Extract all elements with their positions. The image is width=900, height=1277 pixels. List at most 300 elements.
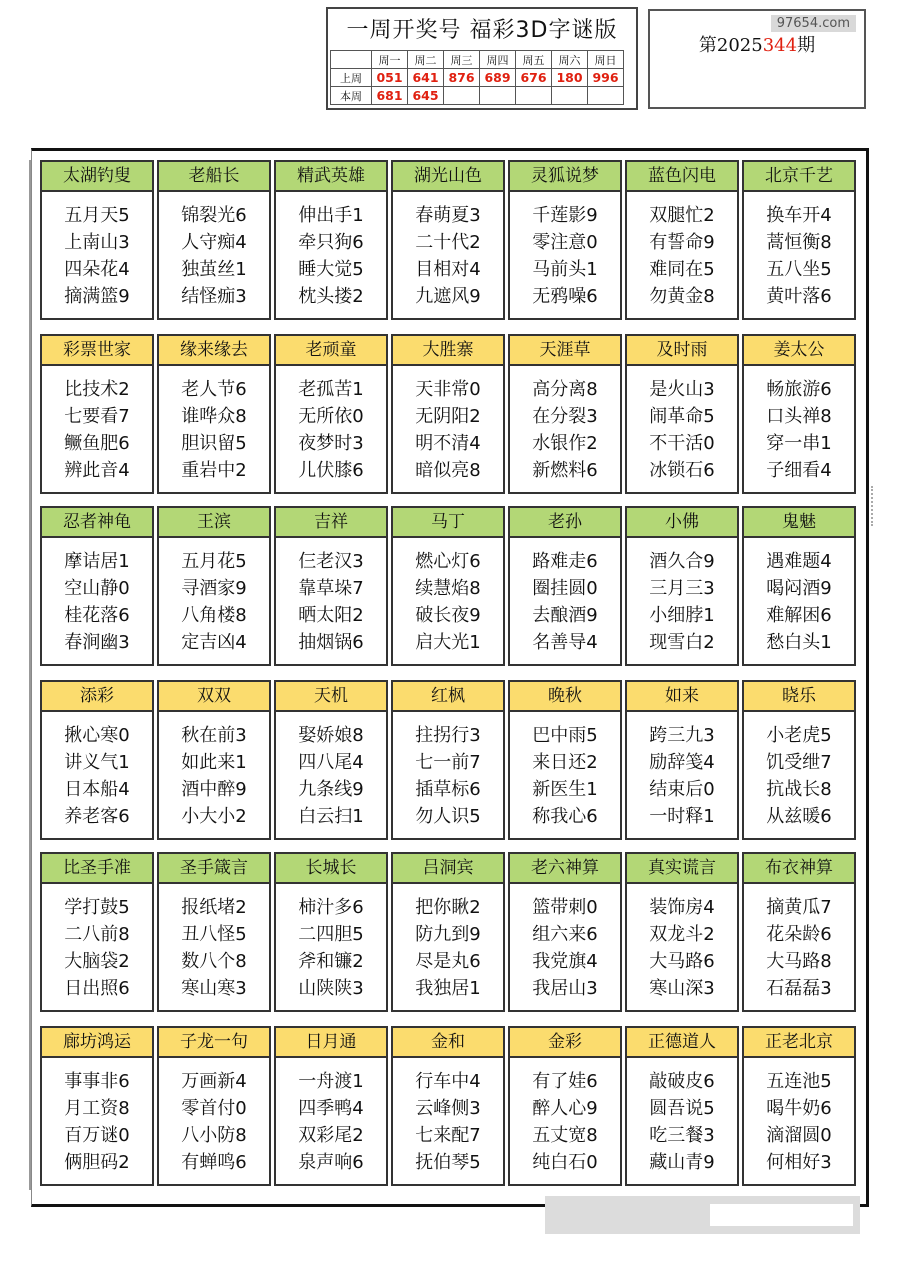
card-author-name: 北京千艺 — [744, 162, 854, 192]
riddle-line: 有蝉鸣6 — [181, 1152, 247, 1173]
card-author-name: 湖光山色 — [393, 162, 503, 192]
riddle-line: 百万谜0 — [64, 1125, 130, 1146]
riddle-line: 路难走6 — [532, 551, 598, 572]
riddle-line: 五月花5 — [181, 551, 247, 572]
card-body — [276, 1058, 386, 1176]
riddle-line: 组六来6 — [532, 924, 598, 945]
riddle-line: 我独居1 — [415, 978, 481, 999]
riddle-line: 尽是丸6 — [415, 951, 481, 972]
riddle-line: 高分离8 — [532, 379, 598, 400]
card-body — [627, 1058, 737, 1176]
riddle-card — [508, 334, 622, 494]
this-week-sat — [552, 87, 588, 105]
riddle-line: 小细脖1 — [649, 605, 715, 626]
riddle-line: 空山静0 — [64, 578, 130, 599]
card-author-name: 晚秋 — [510, 682, 620, 712]
riddle-line: 枕头搂2 — [298, 286, 364, 307]
riddle-line: 励辞笺4 — [649, 752, 715, 773]
card-author-name: 如来 — [627, 682, 737, 712]
riddle-line: 五丈宽8 — [532, 1125, 598, 1146]
last-week-wed: 876 — [444, 69, 480, 87]
this-week-row — [331, 87, 624, 105]
riddle-line: 学打鼓5 — [64, 897, 130, 918]
riddle-line: 来日还2 — [532, 752, 598, 773]
riddle-line: 七来配7 — [415, 1125, 481, 1146]
riddle-line: 无所依0 — [298, 406, 364, 427]
card-body — [393, 192, 503, 310]
riddle-line: 拄拐行3 — [415, 725, 481, 746]
riddle-line: 防九到9 — [415, 924, 481, 945]
riddle-line: 泉声响6 — [298, 1152, 364, 1173]
riddle-line: 四朵花4 — [64, 259, 130, 280]
riddle-card — [625, 160, 739, 320]
riddle-line: 七一前7 — [415, 752, 481, 773]
riddle-line: 勿人识5 — [415, 806, 481, 827]
riddle-line: 儿伏膝6 — [298, 460, 364, 481]
card-author-name: 添彩 — [42, 682, 152, 712]
riddle-line: 冰锁石6 — [649, 460, 715, 481]
card-author-name: 吕洞宾 — [393, 854, 503, 884]
corner-cell — [331, 51, 372, 69]
riddle-line: 有了娃6 — [532, 1071, 598, 1092]
riddle-line: 大脑袋2 — [64, 951, 130, 972]
day-fri: 周五 — [516, 51, 552, 69]
day-sun: 周日 — [588, 51, 624, 69]
card-body — [276, 192, 386, 310]
card-body — [510, 1058, 620, 1176]
riddle-card — [157, 506, 271, 666]
riddle-line: 新医生1 — [532, 779, 598, 800]
riddle-line: 九条线9 — [298, 779, 364, 800]
site-watermark: 97654.com — [771, 15, 856, 32]
riddle-line: 有誓命9 — [649, 232, 715, 253]
riddle-line: 启大光1 — [415, 632, 481, 653]
day-wed: 周三 — [444, 51, 480, 69]
riddle-line: 如此来1 — [181, 752, 247, 773]
day-sat: 周六 — [552, 51, 588, 69]
card-author-name: 太湖钓叟 — [42, 162, 152, 192]
riddle-line: 仨老汉3 — [298, 551, 364, 572]
riddle-line: 在分裂3 — [532, 406, 598, 427]
card-author-name: 正老北京 — [744, 1028, 854, 1058]
issue-number — [650, 31, 864, 57]
riddle-line: 靠草垛7 — [298, 578, 364, 599]
riddle-line: 结怪痂3 — [181, 286, 247, 307]
riddle-line: 月工资8 — [64, 1098, 130, 1119]
riddle-card — [742, 506, 856, 666]
riddle-line: 双腿忙2 — [649, 205, 715, 226]
card-body — [510, 884, 620, 1002]
riddle-line: 无鸦噪6 — [532, 286, 598, 307]
riddle-line: 山陕陕3 — [298, 978, 364, 999]
bottom-gray-bar — [545, 1196, 860, 1234]
riddle-line: 暗似亮8 — [415, 460, 481, 481]
card-author-name: 天机 — [276, 682, 386, 712]
riddle-line: 小老虎5 — [766, 725, 832, 746]
riddle-card — [391, 160, 505, 320]
riddle-line: 老人节6 — [181, 379, 247, 400]
card-body — [159, 1058, 269, 1176]
riddle-line: 吃三餐3 — [649, 1125, 715, 1146]
riddle-line: 燃心灯6 — [415, 551, 481, 572]
riddle-card — [391, 680, 505, 840]
riddle-line: 口头禅8 — [766, 406, 832, 427]
card-body — [159, 712, 269, 830]
riddle-line: 换车开4 — [766, 205, 832, 226]
card-body — [393, 538, 503, 656]
riddle-line: 四八尾4 — [298, 752, 364, 773]
last-week-mon: 051 — [372, 69, 408, 87]
card-body — [744, 712, 854, 830]
riddle-line: 九遮风9 — [415, 286, 481, 307]
riddle-line: 愁白头1 — [766, 632, 832, 653]
riddle-line: 敲破皮6 — [649, 1071, 715, 1092]
riddle-line: 零首付0 — [181, 1098, 247, 1119]
riddle-line: 三月三3 — [649, 578, 715, 599]
panel-title: 一周开奖号 福彩3D字谜版 — [346, 18, 618, 43]
card-author-name: 及时雨 — [627, 336, 737, 366]
card-author-name: 比圣手准 — [42, 854, 152, 884]
riddle-line: 寒山寒3 — [181, 978, 247, 999]
riddle-line: 事事非6 — [64, 1071, 130, 1092]
card-author-name: 金和 — [393, 1028, 503, 1058]
riddle-line: 结束后0 — [649, 779, 715, 800]
bottom-bar-inset — [710, 1204, 853, 1226]
this-week-fri — [516, 87, 552, 105]
riddle-line: 白云扫1 — [298, 806, 364, 827]
riddle-line: 喝牛奶6 — [766, 1098, 832, 1119]
riddle-line: 酒中醉9 — [181, 779, 247, 800]
issue-highlight: 344 — [762, 35, 798, 56]
riddle-line: 定吉凶4 — [181, 632, 247, 653]
this-week-thu — [480, 87, 516, 105]
riddle-line: 秋在前3 — [181, 725, 247, 746]
card-author-name: 晓乐 — [744, 682, 854, 712]
card-body — [159, 192, 269, 310]
riddle-line: 难解困6 — [766, 605, 832, 626]
this-week-tue: 645 — [408, 87, 444, 105]
riddle-line: 日本船4 — [64, 779, 130, 800]
riddle-line: 醉人心9 — [532, 1098, 598, 1119]
riddle-line: 鳜鱼肥6 — [64, 433, 130, 454]
riddle-line: 斧和镰2 — [298, 951, 364, 972]
riddle-line: 圆吾说5 — [649, 1098, 715, 1119]
card-author-name: 缘来缘去 — [159, 336, 269, 366]
riddle-card — [391, 334, 505, 494]
card-body — [42, 538, 152, 656]
riddle-line: 新燃料6 — [532, 460, 598, 481]
riddle-line: 老孤苦1 — [298, 379, 364, 400]
card-author-name: 吉祥 — [276, 508, 386, 538]
card-author-name: 王滨 — [159, 508, 269, 538]
riddle-line: 锦裂光6 — [181, 205, 247, 226]
card-author-name: 姜太公 — [744, 336, 854, 366]
card-author-name: 双双 — [159, 682, 269, 712]
card-author-name: 灵狐说梦 — [510, 162, 620, 192]
weekly-results-panel — [326, 7, 638, 110]
card-author-name: 老顽童 — [276, 336, 386, 366]
card-author-name: 真实谎言 — [627, 854, 737, 884]
riddle-line: 子细看4 — [766, 460, 832, 481]
riddle-card — [274, 160, 388, 320]
riddle-line: 人守痴4 — [181, 232, 247, 253]
card-author-name: 小佛 — [627, 508, 737, 538]
card-body — [393, 884, 503, 1002]
riddle-line: 一时释1 — [649, 806, 715, 827]
card-body — [276, 538, 386, 656]
riddle-card — [625, 680, 739, 840]
card-author-name: 老孙 — [510, 508, 620, 538]
riddle-card — [625, 506, 739, 666]
riddle-line: 养老客6 — [64, 806, 130, 827]
card-author-name: 大胜寨 — [393, 336, 503, 366]
card-body — [627, 884, 737, 1002]
riddle-line: 大马路8 — [766, 951, 832, 972]
riddle-line: 辨此音4 — [64, 460, 130, 481]
riddle-line: 五月天5 — [64, 205, 130, 226]
riddle-line: 不干活0 — [649, 433, 715, 454]
riddle-line: 饥受绁7 — [766, 752, 832, 773]
card-body — [276, 366, 386, 484]
riddle-line: 把你瞅2 — [415, 897, 481, 918]
riddle-card — [742, 1026, 856, 1186]
riddle-line: 巴中雨5 — [532, 725, 598, 746]
card-body — [159, 884, 269, 1002]
riddle-line: 黄叶落6 — [766, 286, 832, 307]
riddle-line: 水银作2 — [532, 433, 598, 454]
riddle-line: 数八个8 — [181, 951, 247, 972]
riddle-card — [274, 334, 388, 494]
riddle-card — [508, 506, 622, 666]
riddle-line: 千莲影9 — [532, 205, 598, 226]
riddle-card — [391, 1026, 505, 1186]
riddle-line: 双彩尾2 — [298, 1125, 364, 1146]
this-week-wed — [444, 87, 480, 105]
riddle-line: 续慧焰8 — [415, 578, 481, 599]
riddle-card — [274, 506, 388, 666]
last-week-tue: 641 — [408, 69, 444, 87]
card-body — [42, 884, 152, 1002]
riddle-card — [625, 1026, 739, 1186]
card-body — [393, 712, 503, 830]
day-thu: 周四 — [480, 51, 516, 69]
riddle-line: 桂花落6 — [64, 605, 130, 626]
riddle-line: 丑八怪5 — [181, 924, 247, 945]
card-body — [159, 538, 269, 656]
card-author-name: 圣手箴言 — [159, 854, 269, 884]
riddle-card — [508, 1026, 622, 1186]
riddle-line: 酒久合9 — [649, 551, 715, 572]
card-author-name: 正德道人 — [627, 1028, 737, 1058]
card-author-name: 廊坊鸿运 — [42, 1028, 152, 1058]
card-author-name: 老六神算 — [510, 854, 620, 884]
card-author-name: 布衣神算 — [744, 854, 854, 884]
riddle-card — [40, 160, 154, 320]
riddle-card — [391, 852, 505, 1012]
card-author-name: 红枫 — [393, 682, 503, 712]
card-body — [510, 366, 620, 484]
riddle-line: 马前头1 — [532, 259, 598, 280]
card-body — [42, 192, 152, 310]
card-author-name: 鬼魅 — [744, 508, 854, 538]
day-mon: 周一 — [372, 51, 408, 69]
day-tue: 周二 — [408, 51, 444, 69]
riddle-line: 天非常0 — [415, 379, 481, 400]
riddle-card — [742, 160, 856, 320]
riddle-line: 跨三九3 — [649, 725, 715, 746]
riddle-line: 柿汁多6 — [298, 897, 364, 918]
riddle-card — [274, 680, 388, 840]
last-week-sat: 180 — [552, 69, 588, 87]
riddle-line: 明不清4 — [415, 433, 481, 454]
riddle-card — [391, 506, 505, 666]
riddle-line: 比技术2 — [64, 379, 130, 400]
riddle-line: 名善导4 — [532, 632, 598, 653]
card-body — [42, 1058, 152, 1176]
card-body — [627, 366, 737, 484]
riddle-card — [625, 852, 739, 1012]
riddle-line: 行车中4 — [415, 1071, 481, 1092]
riddle-line: 蒿恒衡8 — [766, 232, 832, 253]
riddle-line: 二十代2 — [415, 232, 481, 253]
riddle-line: 一舟渡1 — [298, 1071, 364, 1092]
riddle-card — [40, 680, 154, 840]
riddle-line: 报纸堵2 — [181, 897, 247, 918]
card-author-name: 长城长 — [276, 854, 386, 884]
riddle-line: 二八前8 — [64, 924, 130, 945]
riddle-line: 我党旗4 — [532, 951, 598, 972]
issue-number-box — [648, 9, 866, 109]
days-row — [331, 51, 624, 69]
last-week-fri: 676 — [516, 69, 552, 87]
riddle-line: 谁哗众8 — [181, 406, 247, 427]
last-week-sun: 996 — [588, 69, 624, 87]
riddle-line: 勿黄金8 — [649, 286, 715, 307]
riddle-line: 二四胆5 — [298, 924, 364, 945]
riddle-line: 夜梦时3 — [298, 433, 364, 454]
riddle-line: 春涧幽3 — [64, 632, 130, 653]
this-week-mon: 681 — [372, 87, 408, 105]
riddle-line: 现雪白2 — [649, 632, 715, 653]
riddle-line: 花朵龄6 — [766, 924, 832, 945]
riddle-card — [40, 506, 154, 666]
riddle-line: 穿一串1 — [766, 433, 832, 454]
riddle-line: 无阴阳2 — [415, 406, 481, 427]
riddle-line: 零注意0 — [532, 232, 598, 253]
card-body — [42, 712, 152, 830]
this-week-sun — [588, 87, 624, 105]
riddle-line: 双龙斗2 — [649, 924, 715, 945]
riddle-line: 独茧丝1 — [181, 259, 247, 280]
card-author-name: 马丁 — [393, 508, 503, 538]
riddle-card — [508, 852, 622, 1012]
riddle-line: 八小防8 — [181, 1125, 247, 1146]
riddle-card — [157, 852, 271, 1012]
last-week-row — [331, 69, 624, 87]
riddle-line: 揪心寒0 — [64, 725, 130, 746]
riddle-line: 日出照6 — [64, 978, 130, 999]
card-author-name: 精武英雄 — [276, 162, 386, 192]
riddle-line: 喝闷酒9 — [766, 578, 832, 599]
card-body — [627, 712, 737, 830]
riddle-line: 是火山3 — [649, 379, 715, 400]
riddle-line: 小大小2 — [181, 806, 247, 827]
riddle-line: 目相对4 — [415, 259, 481, 280]
riddle-line: 摘黄瓜7 — [766, 897, 832, 918]
riddle-line: 称我心6 — [532, 806, 598, 827]
results-table — [330, 50, 624, 105]
riddle-line: 装饰房4 — [649, 897, 715, 918]
riddle-line: 五八坐5 — [766, 259, 832, 280]
riddle-line: 春萌夏3 — [415, 205, 481, 226]
riddle-line: 娶娇娘8 — [298, 725, 364, 746]
riddle-line: 畅旅游6 — [766, 379, 832, 400]
riddle-line: 七要看7 — [64, 406, 130, 427]
riddle-line: 寒山深3 — [649, 978, 715, 999]
riddle-line: 去酿酒9 — [532, 605, 598, 626]
riddle-card — [508, 160, 622, 320]
card-body — [744, 538, 854, 656]
riddle-card — [508, 680, 622, 840]
riddle-line: 闹革命5 — [649, 406, 715, 427]
riddle-line: 俩胆码2 — [64, 1152, 130, 1173]
card-body — [744, 192, 854, 310]
riddle-line: 重岩中2 — [181, 460, 247, 481]
riddle-line: 纯白石0 — [532, 1152, 598, 1173]
riddle-card — [40, 334, 154, 494]
card-body — [159, 366, 269, 484]
card-author-name: 天涯草 — [510, 336, 620, 366]
issue-prefix: 第2025 — [698, 35, 763, 56]
riddle-line: 伸出手1 — [298, 205, 364, 226]
card-author-name: 日月通 — [276, 1028, 386, 1058]
riddle-card — [157, 334, 271, 494]
riddle-line: 我居山3 — [532, 978, 598, 999]
card-body — [744, 884, 854, 1002]
riddle-line: 篮带刺0 — [532, 897, 598, 918]
riddle-line: 从兹暖6 — [766, 806, 832, 827]
riddle-line: 石磊磊3 — [766, 978, 832, 999]
card-body — [393, 1058, 503, 1176]
riddle-line: 摩诘居1 — [64, 551, 130, 572]
riddle-line: 大马路6 — [649, 951, 715, 972]
card-body — [744, 1058, 854, 1176]
riddle-card — [742, 852, 856, 1012]
riddle-line: 难同在5 — [649, 259, 715, 280]
riddle-line: 遇难题4 — [766, 551, 832, 572]
riddle-line: 睡大觉5 — [298, 259, 364, 280]
card-body — [42, 366, 152, 484]
card-author-name: 老船长 — [159, 162, 269, 192]
riddle-line: 牵只狗6 — [298, 232, 364, 253]
card-author-name: 彩票世家 — [42, 336, 152, 366]
riddle-card — [274, 852, 388, 1012]
riddle-card — [157, 1026, 271, 1186]
card-author-name: 忍者神龟 — [42, 508, 152, 538]
riddle-line: 何相好3 — [766, 1152, 832, 1173]
card-body — [276, 712, 386, 830]
riddle-line: 五连池5 — [766, 1071, 832, 1092]
riddle-card — [742, 680, 856, 840]
riddle-line: 圈挂圆0 — [532, 578, 598, 599]
riddle-card — [40, 852, 154, 1012]
riddle-line: 摘满篮9 — [64, 286, 130, 307]
riddle-card — [157, 160, 271, 320]
riddle-line: 万画新4 — [181, 1071, 247, 1092]
card-body — [744, 366, 854, 484]
issue-suffix: 期 — [797, 35, 816, 56]
riddle-line: 插草标6 — [415, 779, 481, 800]
